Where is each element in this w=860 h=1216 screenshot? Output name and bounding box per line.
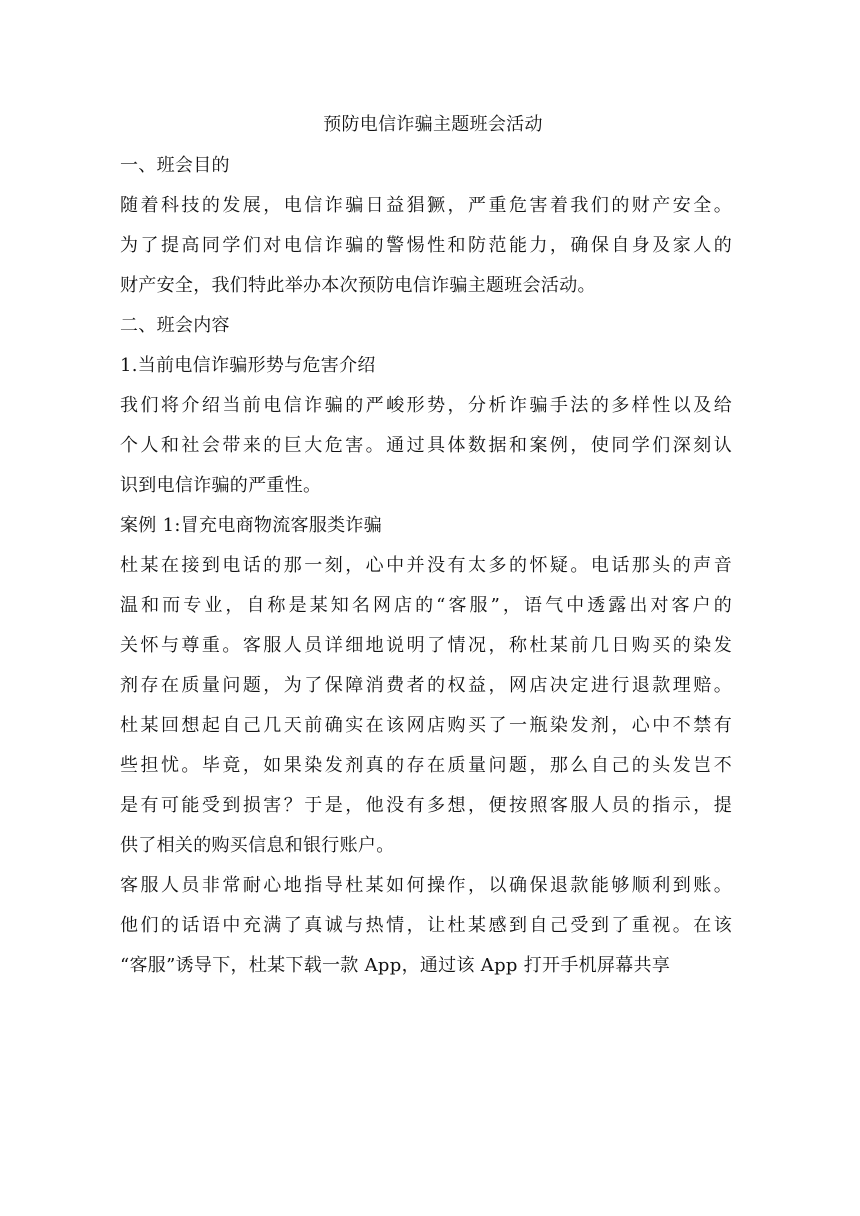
section-heading: 案例 1:冒充电商物流客服类诈骗 <box>120 515 383 536</box>
paragraph-line: “客服”诱导下，杜某下载一款 App，通过该 App 打开手机屏幕共享 <box>120 955 671 976</box>
paragraph-line: 为了提高同学们对电信诈骗的警惕性和防范能力，确保自身及家人的 <box>120 235 732 256</box>
document-title: 预防电信诈骗主题班会活动 <box>323 114 543 135</box>
paragraph-line: 他们的话语中充满了真诚与热情，让杜某感到自己受到了重视。在该 <box>120 915 732 936</box>
document-sections <box>120 146 740 986</box>
paragraph-line: 随着科技的发展，电信诈骗日益猖獗，严重危害着我们的财产安全。 <box>120 195 732 216</box>
section-heading: 二、班会内容 <box>120 315 230 336</box>
paragraph-line: 关怀与尊重。客服人员详细地说明了情况，称杜某前几日购买的染发 <box>120 635 732 656</box>
paragraph-line: 我们将介绍当前电信诈骗的严峻形势，分析诈骗手法的多样性以及给 <box>120 395 732 416</box>
paragraph-line: 是有可能受到损害？于是，他没有多想，便按照客服人员的指示，提 <box>120 795 732 816</box>
paragraph <box>120 386 740 506</box>
paragraph-line: 剂存在质量问题，为了保障消费者的权益，网店决定进行退款理赔。 <box>120 675 732 696</box>
paragraph <box>120 546 740 866</box>
paragraph-line: 杜某回想起自己几天前确实在该网店购买了一瓶染发剂，心中不禁有 <box>120 715 732 736</box>
section-heading: 1.当前电信诈骗形势与危害介绍 <box>120 355 376 376</box>
paragraph <box>120 186 740 306</box>
paragraph-line: 供了相关的购买信息和银行账户。 <box>120 835 395 856</box>
paragraph-line: 识到电信诈骗的严重性。 <box>120 475 322 496</box>
paragraph <box>120 866 740 986</box>
paragraph-line: 温和而专业，自称是某知名网店的“客服”，语气中透露出对客户的 <box>120 595 732 616</box>
paragraph-line: 些担忧。毕竟，如果染发剂真的存在质量问题，那么自己的头发岂不 <box>120 755 732 776</box>
paragraph-line: 财产安全，我们特此举办本次预防电信诈骗主题班会活动。 <box>120 275 596 296</box>
paragraph-line: 个人和社会带来的巨大危害。通过具体数据和案例，使同学们深刻认 <box>120 435 732 456</box>
document-body <box>120 112 740 986</box>
section-heading: 一、班会目的 <box>120 155 230 176</box>
paragraph-line: 客服人员非常耐心地指导杜某如何操作，以确保退款能够顺利到账。 <box>120 875 732 896</box>
paragraph-line: 杜某在接到电话的那一刻，心中并没有太多的怀疑。电话那头的声音 <box>120 555 732 576</box>
